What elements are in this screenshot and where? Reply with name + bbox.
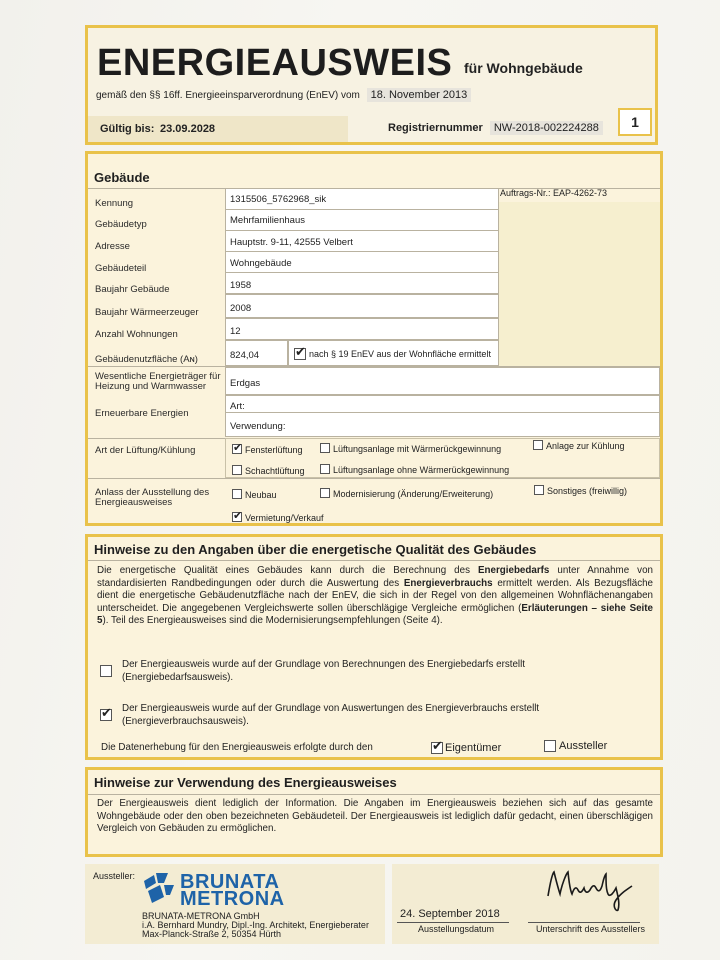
footer-address: Max-Planck-Straße 2, 50354 Hürth <box>142 929 282 939</box>
logo-text-line2: METRONA <box>180 888 285 910</box>
regulation-prefix: gemäß den §§ 16ff. Energieeinsparverordnung (EnEV) vom <box>96 90 360 101</box>
building-section-title: Gebäude <box>94 170 150 185</box>
bedarfsausweis-checkbox[interactable] <box>100 665 112 677</box>
row-value-adresse: Hauptstr. 9-11, 42555 Velbert <box>230 237 353 248</box>
issuer-checkbox[interactable] <box>544 740 556 752</box>
company-logo <box>142 871 322 910</box>
occasion-label-modernisierung: Modernisierung (Änderung/Erweiterung) <box>333 489 494 499</box>
logo-mark-icon <box>142 871 176 905</box>
renewables-use: Verwendung: <box>230 421 286 432</box>
usage-notes-text: Der Energieausweis dient lediglich der Information. Die Angaben im Energieausweis beziehen sich auf das gesamte Wohngebäude oder den oben bezeichneten Gebäudeteil. Der Energieausweis ist lediglich dafür gedacht, einen überschlägigen Vergleich von Gebäuden zu ermöglichen. <box>97 798 653 834</box>
photo-placeholder <box>498 202 660 367</box>
p1-g: ). Teil des Energieausweises sind die Modernisierungsempfehlungen (Seite 4). <box>102 615 443 626</box>
renewables-use-cell <box>225 412 660 437</box>
footer-person: i.A. Bernhard Mundry, Dipl.-Ing. Architekt, Energieberater <box>142 920 369 930</box>
signature-icon <box>540 862 640 912</box>
area-check-label: nach § 19 EnEV aus der Wohnfläche ermittelt <box>309 349 491 359</box>
owner-checkbox[interactable]: ✔ <box>432 738 443 753</box>
verbrauchsausweis-label: Der Energieausweis wurde auf der Grundlage von Auswertungen des Energieverbrauchs erstellt (Energieverbrauchsausweis). <box>122 703 540 727</box>
renewables-type-cell <box>225 395 660 413</box>
renewables-label: Erneuerbare Energien <box>95 408 189 419</box>
building-section <box>85 151 663 526</box>
row-value-wohnungen: 12 <box>230 326 241 337</box>
bedarfsausweis-label: Der Energieausweis wurde auf der Grundlage von Berechnungen des Energiebedarfs erstellt (Energiebedarfsausweis). <box>122 659 526 683</box>
row-value-gebaeudeteil: Wohngebäude <box>230 258 292 269</box>
occasion-checkbox-modernisierung[interactable] <box>320 488 330 498</box>
row-label-baujahr: Baujahr Gebäude <box>95 284 170 295</box>
occasion-label-vermietung: Vermietung/Verkauf <box>245 513 324 523</box>
row-label-gebaeudeteil: Gebäudeteil <box>95 263 147 274</box>
row-label-area: Gebäudenutzfläche (Aɴ) <box>95 354 198 365</box>
row-value-gebaeudetyp: Mehrfamilienhaus <box>230 215 305 226</box>
row-value-kennung: 1315506_5762968_sik <box>230 194 327 205</box>
registry <box>388 122 603 134</box>
regulation-date: 18. November 2013 <box>367 88 472 102</box>
ventilation-checkbox-mit-wrg[interactable] <box>320 443 330 453</box>
occasion-checkbox-vermietung[interactable]: ✔ <box>233 510 243 522</box>
page-number: 1 <box>631 114 639 130</box>
issue-date-label: Ausstellungsdatum <box>418 924 495 934</box>
row-label-wohnungen: Anzahl Wohnungen <box>95 329 178 340</box>
p1-d: Energieverbrauchs <box>403 577 493 589</box>
order-value: EAP-4262-73 <box>553 188 608 198</box>
header-box <box>85 25 658 145</box>
ventilation-label-schacht: Schachtlüftung <box>245 466 305 476</box>
footer-company: BRUNATA-METRONA GmbH <box>142 911 260 921</box>
issue-date: 24. September 2018 <box>400 908 500 920</box>
usage-notes-title: Hinweise zur Verwendung des Energieausweises <box>94 775 397 790</box>
footer-issuer-label: Aussteller: <box>93 871 136 881</box>
occasion-label-neubau: Neubau <box>245 490 277 500</box>
ventilation-checkbox-schacht[interactable] <box>232 465 242 475</box>
valid-label: Gültig bis: <box>100 123 155 135</box>
ventilation-checkbox-kuehlung[interactable] <box>533 440 543 450</box>
quality-notes-paragraph <box>97 565 653 628</box>
regulation-text <box>96 89 471 101</box>
usage-notes-section <box>85 767 663 857</box>
page-title: ENERGIEAUSWEIS <box>97 42 453 84</box>
wohnungen-value-cell <box>225 318 499 340</box>
verbrauchsausweis-checkbox[interactable]: ✔ <box>101 705 112 720</box>
data-collection-label: Die Datenerhebung für den Energieausweis erfolgte durch den <box>101 742 373 753</box>
baujahr-value-cell <box>225 272 499 294</box>
ventilation-label-fenster: Fensterlüftung <box>245 445 303 455</box>
registry-label: Registriernummer <box>388 122 483 134</box>
owner-label: Eigentümer <box>445 742 502 754</box>
row-value-area: 824,04 <box>230 350 260 361</box>
row-value-baujahr: 1958 <box>230 280 252 291</box>
quality-notes-title: Hinweise zu den Angaben über die energetische Qualität des Gebäudes <box>94 542 537 557</box>
p1-e: ermittelt werden. Als Bezugsfläche dient die energetische Gebäudenutzfläche nach der EnEV, die sich in der Regel von den allgemeinen Wohnflächenangaben unterscheidet. Die angegebenen Vergleichswerte sollen überschlägige Vergleiche ermöglichen ( <box>97 577 653 614</box>
p1-c: unter Annahme von standardisierten Randbedingungen oder durch die Auswertung des <box>97 565 653 589</box>
logo-text-line1: BRUNATA <box>180 871 280 893</box>
order-number <box>500 188 607 198</box>
registry-number: NW-2018-002224288 <box>490 121 603 135</box>
energy-carrier-value: Erdgas <box>230 378 261 389</box>
occasion-checkbox-sonstiges[interactable] <box>534 485 544 495</box>
p1-f: Erläuterungen – siehe Seite 5 <box>97 602 653 626</box>
row-value-waermeerzeuger: 2008 <box>230 303 252 314</box>
energy-carrier-label: Wesentliche Energieträger für Heizung und Warmwasser <box>95 371 221 392</box>
row-label-kennung: Kennung <box>95 198 134 209</box>
valid-until <box>88 116 348 142</box>
renewables-type: Art: <box>230 401 245 412</box>
row-label-adresse: Adresse <box>95 241 130 252</box>
page-subtitle: für Wohngebäude <box>464 60 583 76</box>
quality-notes-section <box>85 534 663 760</box>
order-label: Auftrags-Nr.: <box>500 188 551 198</box>
p1-a: Die energetische Qualität eines Gebäudes kann durch die Berechnung des <box>97 565 479 576</box>
energy-carrier-cell <box>225 367 660 395</box>
row-label-waermeerzeuger: Baujahr Wärmeerzeuger <box>95 307 199 318</box>
row-label-gebaeudetyp: Gebäudetyp <box>95 219 147 230</box>
page-number-box <box>618 108 652 136</box>
issuer-option-label: Aussteller <box>559 740 608 752</box>
occasion-checkbox-neubau[interactable] <box>232 489 242 499</box>
ventilation-label-mit-wrg: Lüftungsanlage mit Wärmerückgewinnung <box>333 444 502 454</box>
ventilation-checkbox-ohne-wrg[interactable] <box>320 464 330 474</box>
occasion-label-sonstiges: Sonstiges (freiwillig) <box>547 486 628 496</box>
ventilation-checkbox-fenster[interactable]: ✔ <box>233 442 243 454</box>
ventilation-label-ohne-wrg: Lüftungsanlage ohne Wärmerückgewinnung <box>333 465 510 475</box>
occasion-label: Anlass der Ausstellung des Energieausweises <box>95 487 210 508</box>
signature-label: Unterschrift des Ausstellers <box>536 924 646 934</box>
waermeerzeuger-value-cell <box>225 294 499 318</box>
signature <box>540 862 640 912</box>
p1-b: Energiebedarfs <box>478 565 550 576</box>
ventilation-label: Art der Lüftung/Kühlung <box>95 445 196 456</box>
area-checkbox[interactable]: ✔ <box>295 344 306 359</box>
valid-date: 23.09.2028 <box>160 123 216 135</box>
ventilation-label-kuehlung: Anlage zur Kühlung <box>546 441 625 451</box>
